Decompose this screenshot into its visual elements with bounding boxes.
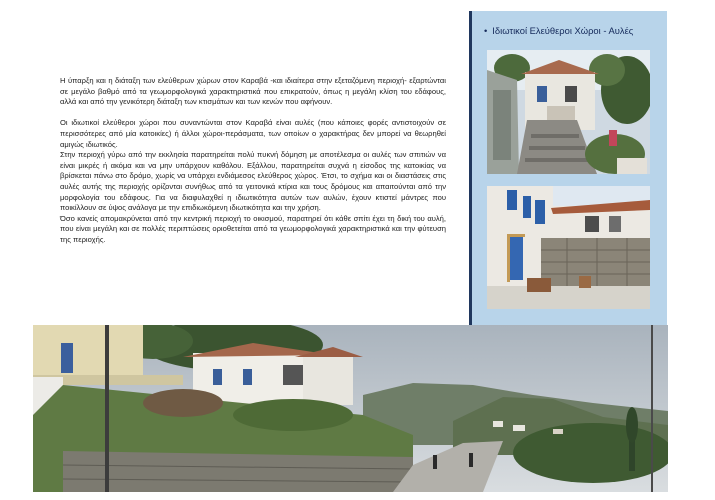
sidebar-title [484, 25, 633, 36]
paragraph-3: Στην περιοχή γύρω από την εκκλησία παρατηρείται πολύ πυκνή δόμηση με αποτέλεσμα οι αυλές των σπιτιών να είναι μικρές ή ακόμα και να μην υπάρχουν καθόλου. Εξάλλου, παρατηρείται συχνά η είσοδος της κατοικίας να βρίσκεται πάνω στο δρόμο, χωρίς να υπάρχει ενδιάμεσος ελεύθερος χώρος. Έτσι, το σχήμα και οι διαστάσεις στις αυλές αυτής της περιοχής ορίζονται συνήθως από τα γειτονικά κτίρια και τους δρόμους και απαιτούνται από την μορφολογία του εδάφους. Για να διαφυλαχθεί η ιδιωτικότητα αυτών των αυλών, έχουν κτιστεί μάντρες που ποικίλλουν σε ύψος ανάλογα με την επιδιωκόμενη ιδιωτικότητα και την χρήση. [60, 150, 446, 213]
courtyard-photo-1 [487, 50, 650, 174]
paragraph-2: Οι ιδιωτικοί ελεύθεροι χώροι που συναντώνται στον Καραβά είναι αυλές (που κάποιες φορές αντιστοιχούν σε περισσότερες από μία κατοικίες) ή άλλοι χώροι-περάσματα, των οποίων ο χαρακτήρας δεν μπορεί να θεωρηθεί αμιγώς ιδιωτικός. [60, 118, 446, 149]
body-text [60, 76, 446, 246]
paragraph-4: Όσο κανείς απομακρύνεται από την κεντρική περιοχή το οικισμού, παρατηρεί ότι κάθε σπίτι έχει τη δική του αυλή, που είναι μεγάλη και σε πολλές περιπτώσεις οριοθετείται από τα γεωμορφολογικά χαρακτηριστικά και την φύτευση της περιοχής. [60, 213, 446, 244]
sidebar-title-text: Ιδιωτικοί Ελεύθεροι Χώροι - Αυλές [492, 25, 634, 36]
bullet-icon: • [484, 25, 488, 36]
village-panorama-photo [33, 325, 668, 492]
paragraph-1: Η ύπαρξη και η διάταξη των ελεύθερων χώρων στον Καραβά -και ιδιαίτερα στην εξεταζόμενη περιοχή- εξαρτώνται σε μεγάλο βαθμό από τα γεωμορφολογικά χαρακτηριστικά που επικρατούν, όπως η μεγάλη κλίση του εδάφους, αλλά και από την γενικότερη διάταξη των κτισμάτων και των κενών που αφήνουν. [60, 76, 446, 107]
courtyard-photo-2 [487, 186, 650, 309]
